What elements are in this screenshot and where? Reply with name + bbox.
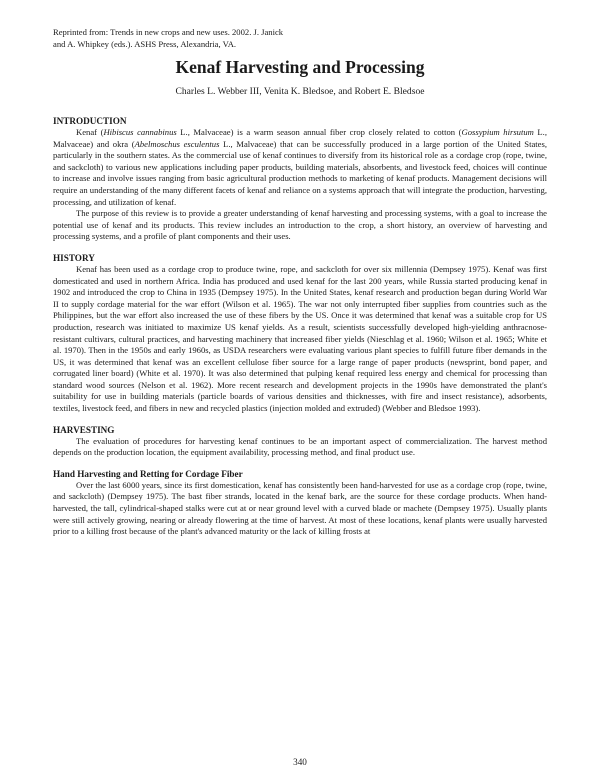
reprint-line-1: Reprinted from: Trends in new crops and new uses. 2002. J. Janick <box>53 27 284 37</box>
section-heading-introduction: INTRODUCTION <box>53 116 127 126</box>
reprint-notice <box>53 27 353 50</box>
paper-body <box>53 115 547 538</box>
subsection-heading-hand-harvesting: Hand Harvesting and Retting for Cordage Fiber <box>53 468 243 479</box>
paper-authors: Charles L. Webber III, Venita K. Bledsoe, and Robert E. Bledsoe <box>175 86 425 97</box>
hand-harvesting-paragraph-1: Over the last 6000 years, since its first domestication, kenaf has consistently been hand-harvested for use as a cordage crop (rope, twine, and sackcloth) (Dempsey 1975). The bast fiber strands, located in the kenaf bark, are the source for these cordage products. When hand-harvested, the tall, cylindrical-shaped stalks were cut at or near ground level with a curved blade or machete (Dempsey 1975). Usually plants were still actively growing, nearing or already flowering at the time of harvest. At most of these locations, kenaf plants were usually harvested prior to a killing frost because of the plant's advanced maturity or the lack of killing frosts at <box>53 479 547 537</box>
section-heading-history: HISTORY <box>53 252 95 263</box>
history-paragraph-1: Kenaf has been used as a cordage crop to produce twine, rope, and sackcloth for over six millennia (Dempsey 1975). Kenaf was first domesticated and used in northern Africa. India has produced and used kenaf for the last 200 years, while Russia started producing kenaf in 1902 and introduced the crop to China in 1935 (Dempsey 1975). In the United States, kenaf research and production began during World War II to supply cordage material for the war effort (Wilson et al. 1965). The war not only interrupted fiber supplies from countries such as the Philippines, but the war effort also increased the use of these fibers by the US. Once it was determined that kenaf was a suitable crop for US production, research was initiated to maximize US kenaf yields. As a result, scientists successfully developed high-yielding anthracnose-resistant cultivars, cultural practices, and harvesting machinery that increased fiber yields (Nieschlag et al. 1960; Wilson et al. 1965; White et al. 1970). Then in the 1950s and early 1960s, as USDA researchers were evaluating various plant species to fulfill future fiber demands in the US, it was determined that kenaf was an excellent cellulose fiber source for a large range of paper products (newsprint, bond paper, and corrugated liner board) (White et al. 1970). It was also determined that pulping kenaf required less energy and chemical for processing than standard wood sources (Nelson et al. 1962). More recent research and development projects in the 1990s have demonstrated the plant's suitability for use in building materials (particle boards of various densities and thicknesses, with fire and insect resistance), adsorbents, textiles, livestock feed, and fibers in new and recycled plastics (injection molded and extruded) (Webber and Bledsoe 1993). <box>53 263 547 414</box>
introduction-paragraph-2: The purpose of this review is to provide a greater understanding of kenaf harvesting and processing systems, with a goal to increase the potential use of kenaf and its products. This review includes an introduction to the crop, a short history, an overview of harvesting and processing systems, and a profile of plant components and their uses. <box>53 208 547 242</box>
page-number: 340 <box>293 757 307 767</box>
reprint-line-2: and A. Whipkey (eds.). ASHS Press, Alexandria, VA. <box>53 38 237 49</box>
paper-title: Kenaf Harvesting and Processing <box>175 57 425 77</box>
harvesting-paragraph-1: The evaluation of procedures for harvesting kenaf continues to be an important aspect of commercialization. The harvest method depends on the production location, the equipment availability, processing method, and final product use. <box>53 435 547 458</box>
section-heading-harvesting: HARVESTING <box>53 424 115 435</box>
introduction-paragraph-1: Kenaf (Hibiscus cannabinus L., Malvaceae) is a warm season annual fiber crop closely related to cotton (Gossypium hirsutum L., Malvaceae) and okra (Abelmoschus esculentus L., Malvaceae) that can be successfully produced in a large portion of the United States, particularly in the southern states. As the commercial use of kenaf continues to diversify from its historical role as a cordage crop (rope, twine, and sackcloth) to various new applications including paper products, building materials, absorbents, and livestock feed, choices will continue to increase and involve issues ranging from basic agricultural production methods to marketing of kenaf products. Management decisions will require an understanding of the many different facets of kenaf and reliance on a systems approach that will integrate the production, harvesting, processing, and utilization of kenaf. <box>53 127 547 207</box>
